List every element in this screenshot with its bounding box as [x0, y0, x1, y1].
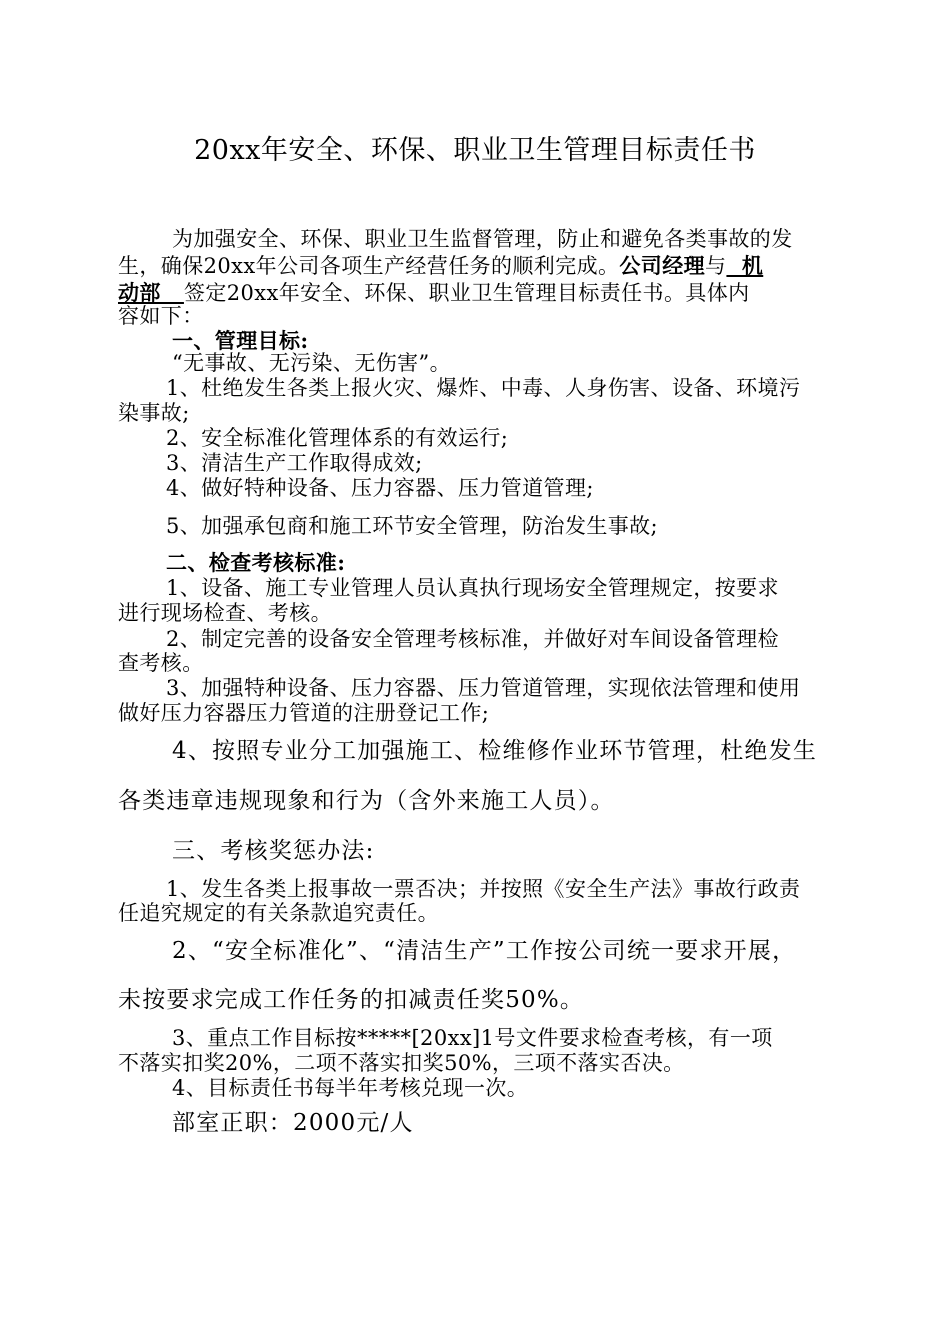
document-title: 20xx年安全、环保、职业卫生管理目标责任书 — [194, 135, 756, 166]
section-2-item-4a: 4、按照专业分工加强施工、检维修作业环节管理，杜绝发生 — [172, 738, 818, 764]
section-1-slogan: “无事故、无污染、无伤害”。 — [172, 351, 452, 375]
section-1-item-3: 3、清洁生产工作取得成效; — [166, 451, 423, 475]
section-3-item-4: 4、目标责任书每半年考核兑现一次。 — [172, 1076, 529, 1100]
intro-line-3-text: 签定20xx年安全、环保、职业卫生管理目标责任书。具体内 — [183, 281, 750, 305]
section-3-item-1b: 任追究规定的有关条款追究责任。 — [118, 901, 439, 925]
section-1-item-1b: 染事故; — [118, 401, 190, 425]
party-b-part-2: 动部 — [118, 280, 184, 305]
section-3-item-3b: 不落实扣奖20%，二项不落实扣奖50%，三项不落实否决。 — [118, 1051, 685, 1075]
section-2-heading: 二、检查考核标准: — [166, 550, 346, 575]
section-3-item-2b: 未按要求完成工作任务的扣减责任奖50%。 — [118, 987, 585, 1013]
section-1-heading: 一、管理目标: — [172, 328, 309, 353]
intro-line-2 — [118, 253, 763, 279]
section-3-item-2a: 2、“安全标准化”、“清洁生产”工作按公司统一要求开展， — [172, 938, 797, 964]
section-1-item-5: 5、加强承包商和施工环节安全管理，防治发生事故; — [166, 514, 659, 538]
intro-line-2-text: 生，确保20xx年公司各项生产经营任务的顺利完成。 — [118, 254, 620, 278]
section-3-item-3a: 3、重点工作目标按*****[20xx]1号文件要求检查考核，有一项 — [172, 1026, 773, 1050]
section-3-reward: 部室正职：2000元/人 — [172, 1110, 414, 1136]
section-2-item-1b: 进行现场检查、考核。 — [118, 601, 332, 625]
intro-line-3 — [118, 280, 750, 306]
section-1-item-2: 2、安全标准化管理体系的有效运行; — [166, 426, 509, 450]
section-2-item-3a: 3、加强特种设备、压力容器、压力管道管理，实现依法管理和使用 — [166, 676, 801, 700]
section-1-item-4: 4、做好特种设备、压力容器、压力管道管理; — [166, 476, 594, 500]
section-3-item-1a: 1、发生各类上报事故一票否决；并按照《安全生产法》事故行政责 — [166, 877, 801, 901]
party-a: 公司经理 — [619, 253, 706, 278]
section-3-heading: 三、考核奖惩办法: — [172, 838, 375, 864]
intro-with: 与 — [705, 254, 727, 278]
intro-line-1: 为加强安全、环保、职业卫生监督管理，防止和避免各类事故的发 — [172, 227, 793, 251]
section-2-item-3b: 做好压力容器压力管道的注册登记工作; — [118, 701, 490, 725]
section-2-item-2b: 查考核。 — [118, 651, 204, 675]
section-2-item-2a: 2、制定完善的设备安全管理考核标准，并做好对车间设备管理检 — [166, 627, 779, 651]
section-2-item-4b: 各类违章违规现象和行为（含外来施工人员）。 — [118, 788, 615, 814]
party-b-part-1: 机 — [726, 253, 764, 278]
section-2-item-1a: 1、设备、施工专业管理人员认真执行现场安全管理规定，按要求 — [166, 576, 779, 600]
section-1-item-1a: 1、杜绝发生各类上报火灾、爆炸、中毒、人身伤害、设备、环境污 — [166, 376, 801, 400]
intro-line-4: 容如下： — [118, 304, 204, 328]
